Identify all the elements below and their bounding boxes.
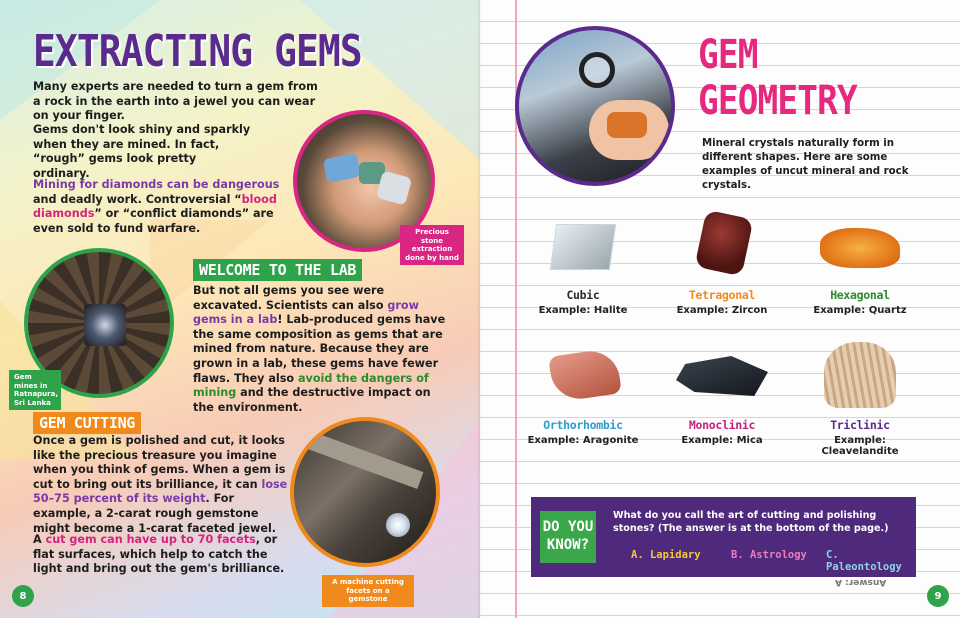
mica-image [682, 340, 762, 412]
page-number-left: 8 [12, 585, 34, 607]
crystal-example: Example: Quartz [813, 305, 907, 316]
text-run: Once a gem is polished and cut, it looks like the precious treasure you imagine when you think of gems. When a gem is cut to bring out its brilliance, it can [33, 434, 286, 491]
zircon-image [682, 210, 762, 282]
aragonite-image [543, 340, 623, 412]
crystal-orthorhombic [518, 340, 648, 446]
crystal-name: Triclinic [830, 418, 890, 432]
quiz-option-c: C. Paleontology [826, 549, 902, 573]
crystal-tetragonal [657, 210, 787, 316]
magnifier-photo [515, 26, 675, 186]
text-run: ” or “conflict diamonds” are even sold to fund warfare. [33, 207, 274, 235]
crystal-cubic [518, 210, 648, 316]
grow-gems-highlight: grow gems in a lab [193, 298, 419, 327]
blue-stone [323, 153, 361, 184]
quiz-option-a: A. Lapidary [631, 549, 701, 561]
crystal-example: Example: Aragonite [527, 435, 639, 446]
text-run: , or flat surfaces, which help to catch the light and bring out the gem's brilliance. [33, 533, 285, 576]
text-run: A [33, 533, 46, 546]
title-line-1: GEM [698, 32, 758, 78]
mine-caption: Gem mines in Ratnapura, Sri Lanka [9, 370, 61, 410]
crystal-name: Orthorhombic [543, 418, 623, 432]
cleavelandite-image [820, 340, 900, 412]
orange-crystal [607, 112, 647, 138]
text-run: ! Lab-produced gems have the same composition as gems that are mined from nature. Because they are grown in a lab, these gems have fewer flaws. They also [193, 313, 446, 385]
mining-danger-highlight: Mining for diamonds can be dangerous [33, 178, 280, 191]
halite-image [543, 210, 623, 282]
upside-down-answer: Answer: A [835, 577, 887, 587]
avoid-dangers-highlight: avoid the dangers of mining [193, 371, 429, 400]
crystal-monoclinic [657, 340, 787, 446]
geometry-intro: Mineral crystals naturally form in different shapes. Here are some examples of uncut mineral and rock crystals. [702, 138, 909, 191]
crystal-example: Example: Halite [538, 305, 628, 316]
crystal-example: Example: Cleavelandite [821, 435, 899, 457]
crystal-name: Cubic [566, 288, 600, 302]
crystal-example: Example: Mica [681, 435, 763, 446]
diamonds-paragraph [33, 178, 295, 236]
cutting-heading: GEM CUTTING [33, 412, 141, 434]
crystal-hexagonal [795, 210, 925, 316]
intro-paragraph: Many experts are needed to turn a gem from a rock in the earth into a jewel you can wear on your finger. [33, 80, 318, 123]
crystal-name: Tetragonal [688, 288, 756, 302]
quiz-box [531, 497, 916, 577]
lab-paragraph [193, 284, 448, 415]
crystal-triclinic [795, 340, 925, 457]
quartz-image [820, 210, 900, 282]
rough-gems-paragraph: Gems don't look shiny and sparkly when they are mined. In fact, “rough” gems look pretty ordinary. [33, 123, 251, 180]
gemstone [386, 513, 410, 537]
text-run: and deadly work. Controversial “ [33, 192, 242, 206]
text-run: and the destructive impact on the environment. [193, 386, 431, 414]
crystal-name: Monoclinic [688, 418, 756, 432]
lab-heading: WELCOME TO THE LAB [193, 259, 362, 281]
stones-caption: Precious stone extraction done by hand [400, 225, 464, 265]
magnifier-lens [579, 52, 615, 88]
mine-pit [84, 304, 126, 346]
weight-loss-highlight: lose 50–75 percent of its weight [33, 477, 288, 506]
crystal-name: Hexagonal [830, 288, 890, 302]
text-run: . For example, a 2-carat rough gemstone might become a 1-carat faceted jewel. [33, 492, 277, 535]
facets-highlight: cut gem can have up to 70 facets [45, 533, 256, 546]
crystal-example: Example: Zircon [676, 305, 768, 316]
machine-caption: A machine cutting facets on a gemstone [322, 575, 414, 607]
right-page [480, 0, 960, 618]
facets-paragraph [33, 533, 295, 577]
quiz-tag: DO YOU KNOW? [540, 511, 596, 563]
cutting-paragraph [33, 434, 295, 536]
quiz-question: What do you call the art of cutting and polishing stones? (The answer is at the bottom of the page.) [613, 510, 889, 534]
page-title: EXTRACTING GEMS [33, 26, 362, 77]
book-spine [478, 0, 482, 618]
text-run: But not all gems you see were excavated. Scientists can also [193, 284, 388, 312]
blood-diamonds-highlight: blood diamonds [33, 192, 277, 221]
page-title-right [698, 32, 857, 124]
quiz-option-b: B. Astrology [731, 549, 807, 561]
machine-arm [305, 431, 424, 489]
clear-stone [376, 171, 412, 206]
cutting-machine-photo [290, 417, 440, 567]
title-line-2: GEOMETRY [698, 78, 857, 124]
page-number-right: 9 [927, 585, 949, 607]
